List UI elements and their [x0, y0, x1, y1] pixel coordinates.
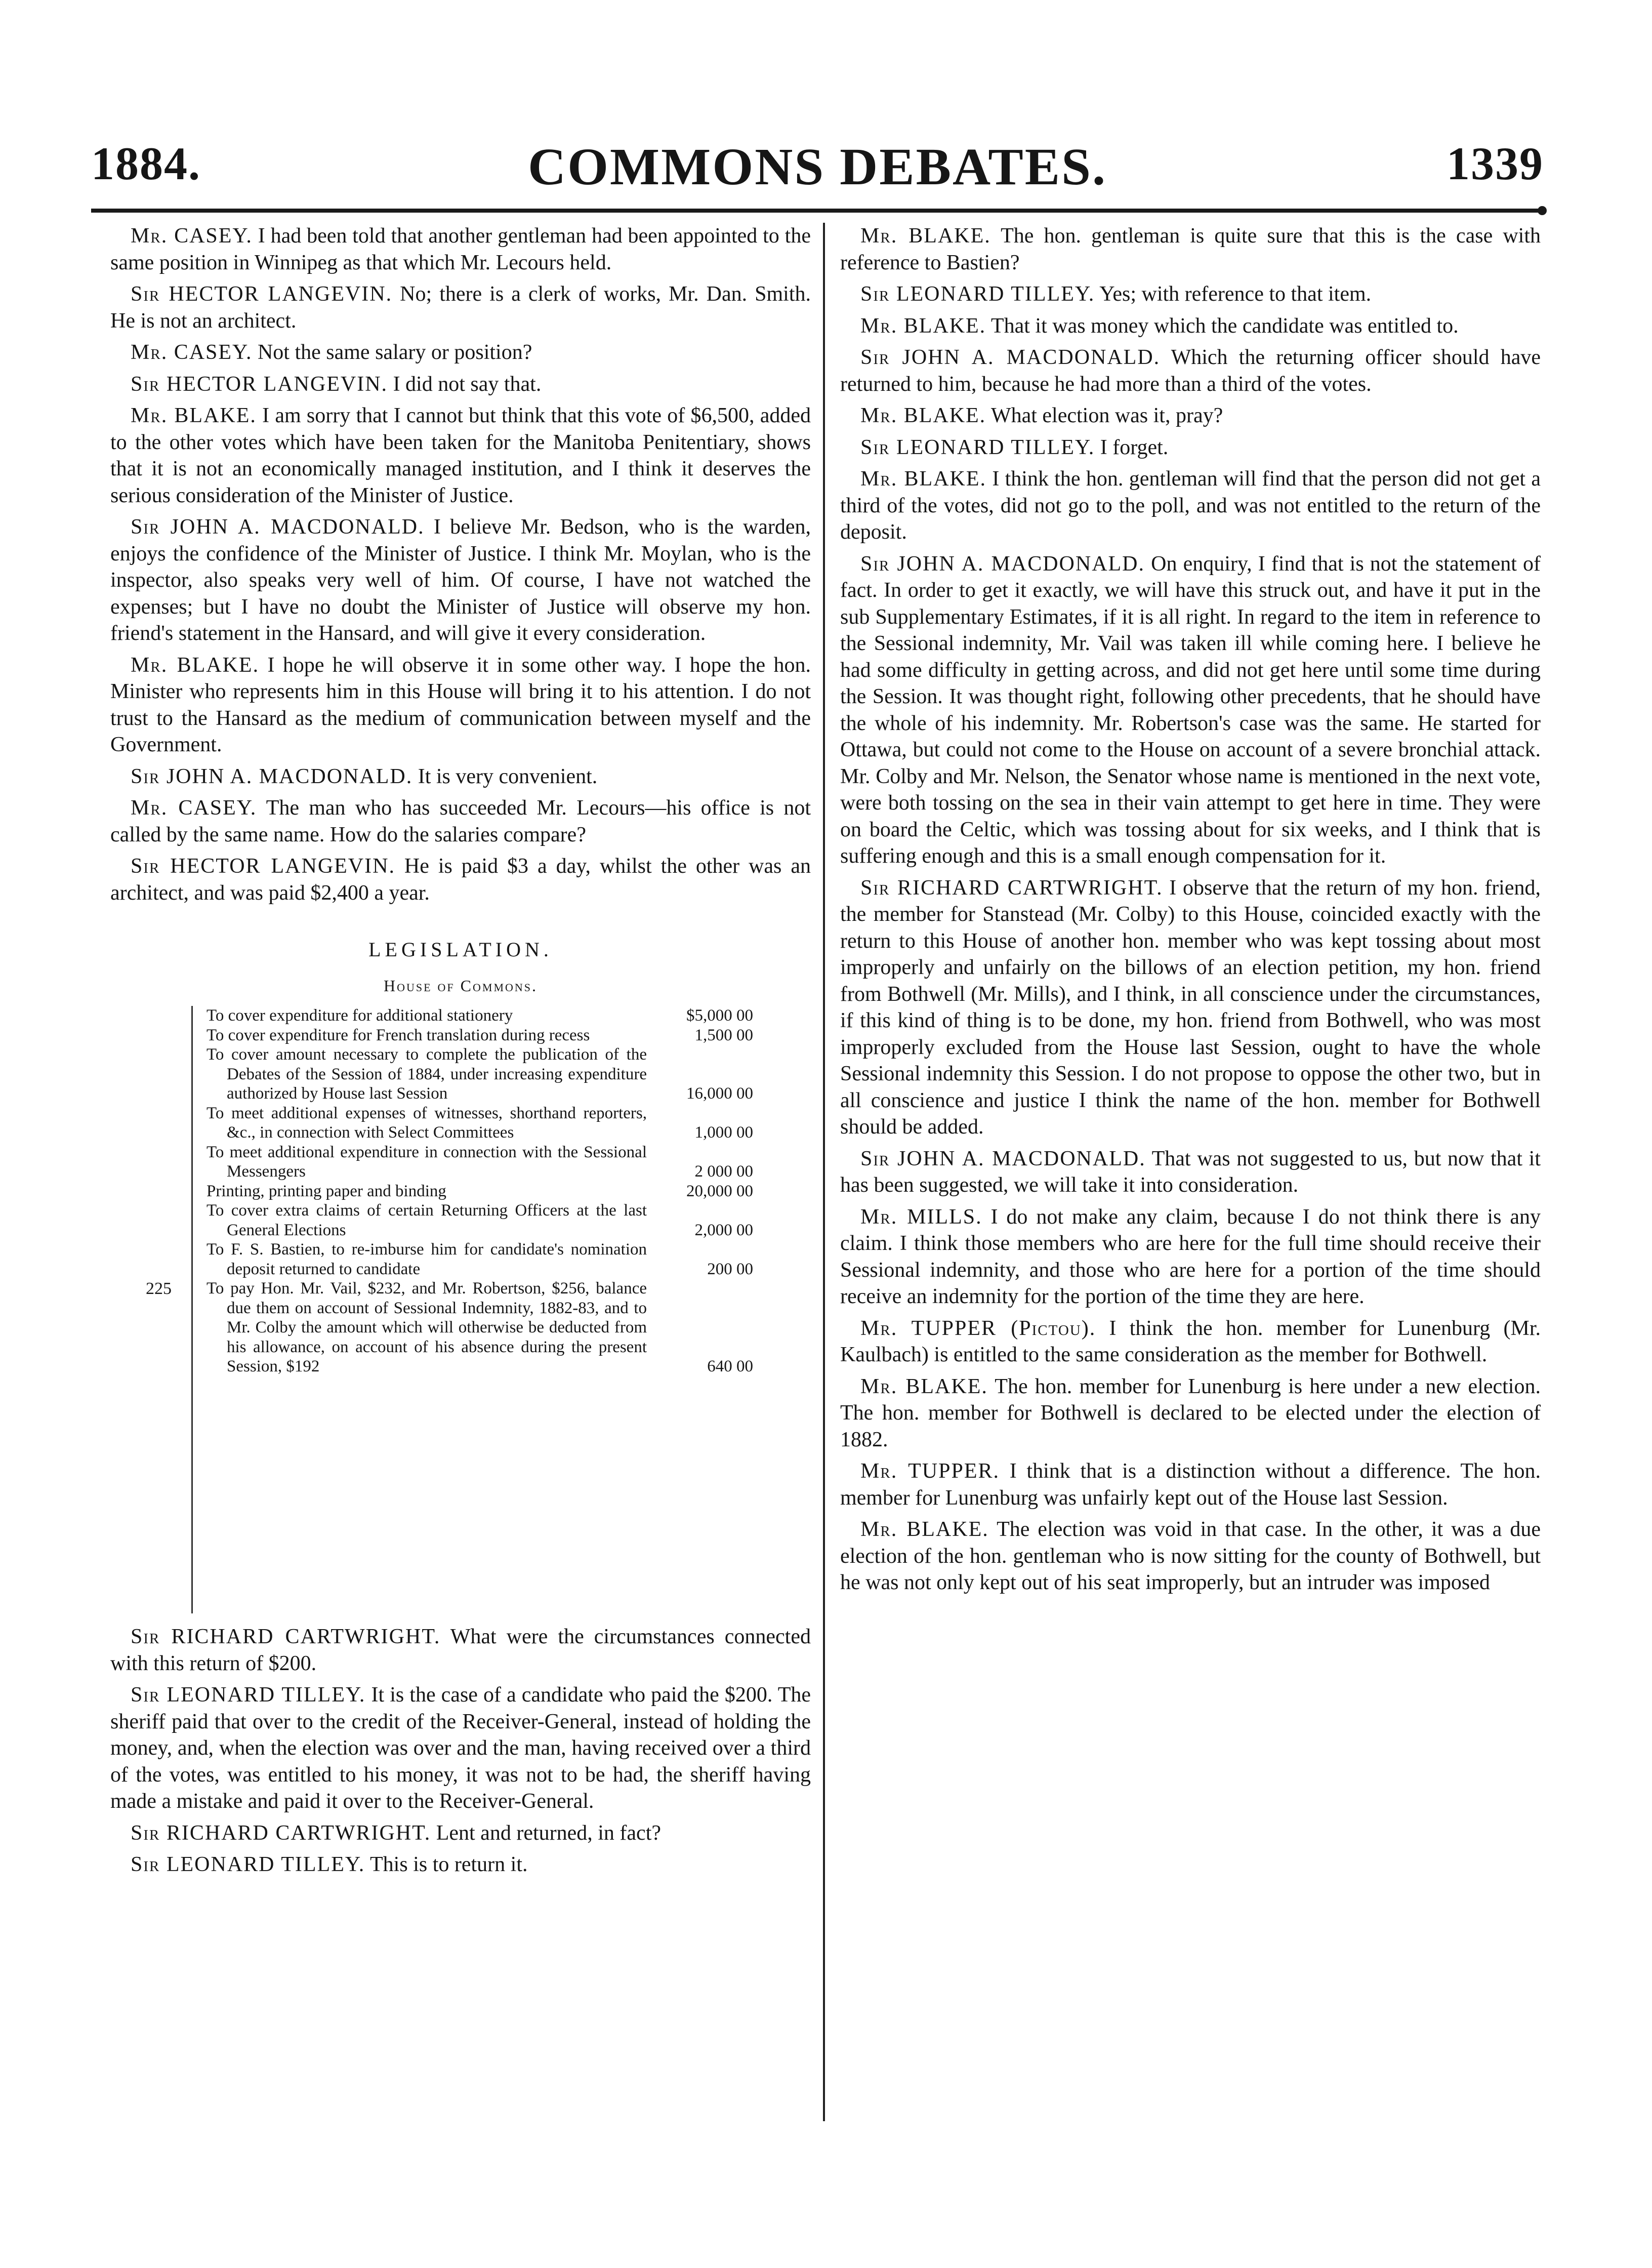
speech-text: The hon. member for Lunenburg is here under a new election. The hon. member for Bothwell is declared to be elected under the election of 1882. — [840, 1374, 1541, 1451]
speaker-name: Mr. BLAKE. — [131, 653, 260, 677]
table-row — [206, 1104, 789, 1143]
table-row-description: To meet additional expenditure in connection with the Sessional Messengers — [206, 1143, 647, 1181]
table-row-description: To cover expenditure for French translation during recess — [206, 1026, 590, 1044]
table-row-description: To cover expenditure for additional stationery — [206, 1006, 513, 1025]
speaker-name: Mr. BLAKE. — [131, 404, 257, 427]
debate-paragraph — [840, 1516, 1541, 1596]
speech-text: I did not say that. — [388, 372, 542, 396]
debate-paragraph — [110, 371, 811, 398]
debate-paragraph — [110, 402, 811, 509]
speaker-name: Sir JOHN A. MACDONALD. — [860, 552, 1145, 576]
debate-paragraph — [110, 763, 811, 790]
debate-paragraph — [840, 875, 1541, 1141]
speaker-name: Sir HECTOR LANGEVIN. — [131, 855, 395, 878]
table-row-amount: 20,000 00 — [686, 1182, 753, 1200]
speaker-name: Mr. BLAKE. — [860, 1518, 989, 1541]
speaker-name: Mr. TUPPER. — [860, 1460, 1000, 1483]
right-column — [840, 223, 1541, 1601]
speech-text: Not the same salary or position? — [252, 341, 532, 364]
table-row-amount: 640 00 — [707, 1357, 753, 1375]
speech-text: I think the hon. member for Lunenburg (Mr. Kaulbach) is entitled to the same consideration as the member for Bothwell. — [840, 1316, 1541, 1366]
speech-text: I hope he will observe it in some other way. I hope the hon. Minister who represents him in this House will bring it to his attention. I do not trust to the Hansard as the medium of communication between myself and the Government. — [110, 653, 811, 756]
debate-paragraph — [110, 1624, 811, 1677]
debate-paragraph — [840, 1204, 1541, 1310]
debate-paragraph — [840, 551, 1541, 870]
debate-paragraph — [840, 402, 1541, 429]
table-row-description: To cover amount necessary to complete the publication of the Debates of the Session of 1884, under increasing expenditure authorized by House last Session — [206, 1045, 647, 1103]
table-row-description: To F. S. Bastien, to re-imburse him for candidate's nomination deposit returned to candidate — [206, 1240, 647, 1278]
speech-text: I do not make any claim, because I do not think there is any claim. I think those members who are here for the full time should receive their Sessional indemnity, and those who are here for a portion of the time should receive an indemnity for the portion of the time they are here. — [840, 1205, 1541, 1308]
speech-text: What election was it, pray? — [986, 404, 1223, 427]
table-row-amount: 200 00 — [707, 1260, 753, 1278]
header-year: 1884. — [91, 138, 201, 189]
speaker-name: Sir LEONARD TILLEY. — [131, 1853, 365, 1876]
speech-text: It is the case of a candidate who paid the $200. The sheriff paid that over to the credit of the Receiver-General, instead of holding the money, and, when the election was over and the man, having received over a third of the votes, was entitled to his money, it was not to be had, the sheriff having made a mistake and paid it over to the Receiver-General. — [110, 1683, 811, 1813]
speaker-name: Sir HECTOR LANGEVIN. — [131, 282, 393, 306]
speaker-name: Sir HECTOR LANGEVIN. — [131, 372, 388, 396]
header-title: COMMONS DEBATES. — [528, 138, 1107, 196]
table-row-amount: $5,000 00 — [686, 1006, 753, 1025]
debate-paragraph — [110, 223, 811, 276]
debate-paragraph — [840, 223, 1541, 276]
speaker-name: Mr. BLAKE. — [860, 224, 991, 248]
debate-paragraph — [840, 466, 1541, 546]
table-subheading: House of Commons. — [383, 976, 538, 995]
speaker-name: Mr. TUPPER (Pictou). — [860, 1316, 1096, 1340]
debate-paragraph — [110, 1820, 811, 1847]
estimates-table — [110, 1006, 811, 1624]
table-row-description: To pay Hon. Mr. Vail, $232, and Mr. Robertson, $256, balance due them on account of Sessional Indemnity, 1882-83, and to Mr. Colby the amount which will otherwise be deducted from his allowance, on account of his absence during the present Session, $192 — [206, 1279, 647, 1375]
left-column-paragraphs — [110, 223, 811, 906]
speaker-name: Mr. BLAKE. — [860, 404, 986, 427]
column-divider — [823, 223, 825, 2121]
speech-text: I forget. — [1095, 435, 1169, 459]
left-column — [110, 223, 811, 1883]
debate-paragraph — [110, 1851, 811, 1878]
table-brace — [191, 1006, 200, 1613]
table-row-amount: 2 000 00 — [694, 1162, 753, 1181]
speech-text: On enquiry, I find that is not the statement of fact. In order to get it exactly, we will have this struck out, and have it put in the sub Supplementary Estimates, if it is all right. In regard to the item in reference to the Sessional indemnity, Mr. Vail was taken ill while coming here. I believe he had some difficulty in getting across, and did not get here until some time during the Session. It was thought right, following other precedents, that he should have the whole of his indemnity. Mr. Robertson's case was the same. He started for Ottawa, but could not come to the House on account of a severe bronchial attack. Mr. Colby and Mr. Nelson, the Senator whose name is mentioned in the next vote, were both tossing on the sea in their vain attempt to get here in time. They were on board the Celtic, which was tossing about for six weeks, and I think that is suffering enough and this is a small enough compensation for it. — [840, 552, 1541, 868]
debate-paragraph — [840, 1146, 1541, 1199]
header-page-number: 1339 — [1447, 138, 1544, 189]
speech-text: Yes; with reference to that item. — [1095, 282, 1372, 306]
table-row-amount: 2,000 00 — [694, 1221, 753, 1239]
speech-text: That was not suggested to us, but now that it has been suggested, we will take it into consideration. — [840, 1147, 1541, 1197]
speaker-name: Mr. BLAKE. — [860, 1374, 988, 1398]
table-row — [206, 1240, 789, 1279]
table-row-amount: 16,000 00 — [686, 1084, 753, 1103]
speaker-name: Sir RICHARD CARTWRIGHT. — [860, 876, 1163, 900]
speech-text: Lent and returned, in fact? — [431, 1821, 661, 1845]
speech-text: I had been told that another gentleman had been appointed to the same position in Winnipeg as that which Mr. Lecours held. — [110, 224, 811, 274]
debate-paragraph — [110, 281, 811, 334]
debate-paragraph — [110, 795, 811, 848]
table-row-amount: 1,500 00 — [694, 1026, 753, 1044]
table-row-amount: 1,000 00 — [694, 1123, 753, 1142]
table-item-number: 225 — [146, 1279, 172, 1298]
debate-paragraph — [840, 281, 1541, 308]
speech-text: No; there is a clerk of works, Mr. Dan. Smith. He is not an architect. — [110, 282, 811, 333]
speaker-name: Sir LEONARD TILLEY. — [860, 435, 1095, 459]
debate-paragraph — [840, 1315, 1541, 1368]
speech-text: This is to return it. — [365, 1853, 528, 1876]
speech-text: The election was void in that case. In the other, it was a due election of the hon. gentleman who is now sitting for the county of Bothwell, but he was not only kept out of his seat improperly, but an intruder was imposed — [840, 1518, 1541, 1594]
debate-paragraph — [840, 434, 1541, 461]
speaker-name: Sir LEONARD TILLEY. — [131, 1683, 366, 1707]
speaker-name: Sir JOHN A. MACDONALD. — [860, 1147, 1146, 1170]
debate-paragraph — [110, 339, 811, 366]
speaker-name: Mr. BLAKE. — [860, 314, 986, 338]
speaker-name: Mr. CASEY. — [131, 341, 253, 364]
table-row — [206, 1045, 789, 1104]
table-row — [206, 1006, 789, 1026]
table-heading: LEGISLATION. — [368, 938, 553, 961]
speech-text: What were the circumstances connected with this return of $200. — [110, 1625, 811, 1675]
table-row — [206, 1182, 789, 1201]
speech-text: The hon. gentleman is quite sure that this is the case with reference to Bastien? — [840, 224, 1541, 274]
table-row — [206, 1279, 789, 1376]
debate-paragraph — [840, 313, 1541, 340]
table-row-description: To cover extra claims of certain Returning Officers at the last General Elections — [206, 1201, 647, 1239]
debate-paragraph — [110, 514, 811, 647]
debate-paragraph — [110, 1682, 811, 1815]
page-header — [91, 137, 1544, 202]
speech-text: The man who has succeeded Mr. Lecours—his office is not called by the same name. How do the salaries compare? — [110, 796, 811, 846]
debate-paragraph — [110, 853, 811, 906]
table-rows — [206, 1006, 789, 1376]
speech-text: He is paid $3 a day, whilst the other was an architect, and was paid $2,400 a year. — [110, 855, 811, 905]
debate-paragraph — [840, 1373, 1541, 1453]
header-rule — [91, 209, 1544, 213]
table-row-description: Printing, printing paper and binding — [206, 1182, 446, 1200]
table-row — [206, 1026, 789, 1045]
speech-text: I am sorry that I cannot but think that this vote of $6,500, added to the other votes which have been taken for the Manitoba Penitentiary, shows that it is not an economically managed institution, and I think it deserves the serious consideration of the Minister of Justice. — [110, 404, 811, 507]
debate-paragraph — [110, 652, 811, 758]
left-column-paragraphs-after — [110, 1624, 811, 1878]
speaker-name: Mr. MILLS. — [860, 1205, 982, 1229]
speech-text: That it was money which the candidate was entitled to. — [986, 314, 1459, 338]
speech-text: I think the hon. gentleman will find that the person did not get a third of the votes, did not go to the poll, and was not entitled to the return of the deposit. — [840, 467, 1541, 544]
speech-text: I believe Mr. Bedson, who is the warden, enjoys the confidence of the Minister of Justice. I think Mr. Moylan, who is the inspector, also speaks very well of him. Of course, I have not watched the expenses; but I have no doubt the Minister of Justice will observe my hon. friend's statement in the Hansard, and will give it every consideration. — [110, 515, 811, 645]
speaker-name: Sir RICHARD CARTWRIGHT. — [131, 1625, 441, 1648]
speaker-name: Sir LEONARD TILLEY. — [860, 282, 1095, 306]
debate-paragraph — [840, 344, 1541, 397]
speech-text: I think that is a distinction without a difference. The hon. member for Lunenburg was unfairly kept out of the House last Session. — [840, 1460, 1541, 1510]
speech-text: It is very convenient. — [412, 764, 598, 788]
speaker-name: Sir JOHN A. MACDONALD. — [860, 346, 1161, 369]
table-row — [206, 1201, 789, 1240]
speaker-name: Sir JOHN A. MACDONALD. — [131, 515, 425, 539]
right-column-paragraphs — [840, 223, 1541, 1596]
debate-paragraph — [840, 1458, 1541, 1511]
speaker-name: Mr. CASEY. — [131, 224, 253, 248]
speaker-name: Sir JOHN A. MACDONALD. — [131, 764, 413, 788]
table-row — [206, 1143, 789, 1182]
speaker-name: Mr. BLAKE. — [860, 467, 986, 491]
table-row-description: To meet additional expenses of witnesses, shorthand reporters, &c., in connection with Select Committees — [206, 1104, 647, 1142]
speaker-name: Mr. CASEY. — [131, 796, 257, 820]
speech-text: I observe that the return of my hon. friend, the member for Stanstead (Mr. Colby) to this House, coincided exactly with the return to this House of another hon. member who was kept tossing about most improperly and unfairly on the billows of an election petition, my hon. friend from Bothwell (Mr. Mills), and I think, in all conscience under the circumstances, if this kind of thing is to be done, my hon. friend from Bothwell, who was most improperly excluded from the House last Session, ought to have the whole Sessional indemnity this Session. I do not propose to oppose the other two, but in all conscience and justice I think the name of the hon. member for Bothwell should be added. — [840, 876, 1541, 1139]
speech-text: Which the returning officer should have returned to him, because he had more than a third of the votes. — [840, 346, 1541, 396]
speaker-name: Sir RICHARD CARTWRIGHT. — [131, 1821, 431, 1845]
